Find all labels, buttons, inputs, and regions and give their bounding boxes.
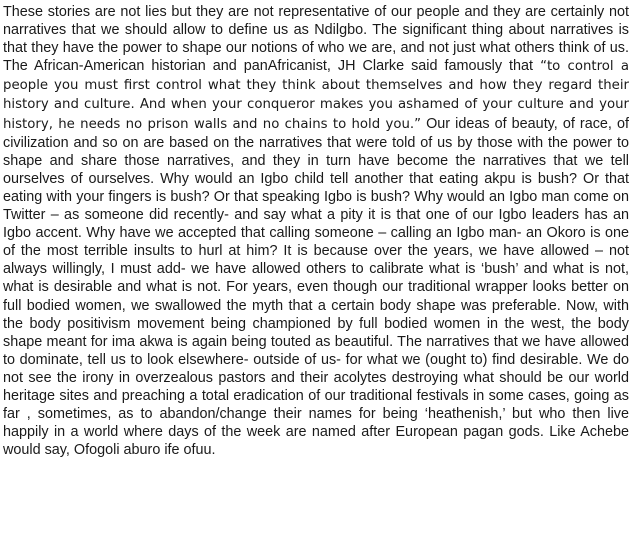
body-text: Our ideas of beauty, of race, of civilization and so on are based on the narratives that were told of us by those with the power to shape and share those narratives, and they in turn have become the narratives that we tell ourselves of ourselves. Why would an Igbo child tell another that eating akpu is bush? Or that eating with your fingers is bush? Or that speaking Igbo is bush? Why would an Igbo man come on Twitter – as someone did recently- and say what a pity it is that one of our Igbo leaders has an Igbo accent. Why have we accepted that calling someone – calling an Igbo man- an Okoro is one of the most terrible insults to hurl at him? It is because over the years, we have allowed – not always willingly, I must add- we have allowed others to calibrate what is ‘bush’ and what is not, what is desirable and what is not. For years, even though our traditional wrapper looks better on full bodied women, we swallowed the myth that a certain body shape was preferable. Now, with the body positivism movement being championed by full bodied women in the west, the body shape meant for ima akwa is again being touted as beautiful. The narratives that we have allowed to dominate, tell us to look elsewhere- outside of us- for what we (ought to) find desirable. We do not see the irony in overzealous pastors and their acolytes destroying what should be our world heritage sites and preaching a total eradication of our traditional festivals in some cases, going as far , sometimes, as to abandon/change their names for being ‘heathenish,’ but who then live happily in a world where days of the week are named after European pagan gods. Like Achebe would say, Ofogoli aburo ife ofuu. [3,115,629,459]
document-page [3,3,629,535]
intro-text: These stories are not lies but they are not representative of our people and they are certainly not narratives that we should allow to define us as Ndilgbo. The significant thing about narratives is that they have the power to shape our notions of who we are, and not just what others think of us. The African-American historian and panAfricanist, JH Clarke said famously that [3,4,629,75]
essay-paragraph [3,3,629,459]
clarke-quote: “to control a people you must first control what they think about themselves and how they regard their history and culture. And when your conqueror makes you ashamed of your culture and your history, he needs no prison walls and no chains to hold you.” [3,59,629,132]
